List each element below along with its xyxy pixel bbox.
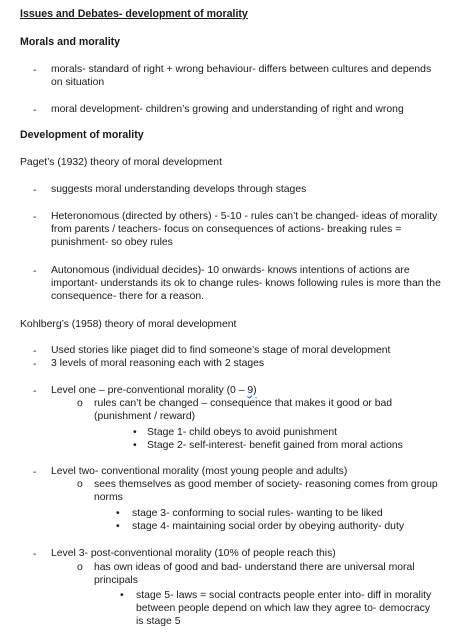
kohlberg-item-1: Used stories like piaget did to find someone’s stage of moral development — [51, 345, 391, 356]
level-one-label-text: Level one – pre-conventional morality (0 – — [51, 385, 248, 396]
stage-1: Stage 1- child obeys to avoid punishment — [147, 427, 338, 438]
level-three-label: Level 3- post-conventional morality (10% of people reach this) — [51, 548, 336, 559]
level-one-sub: rules can’t be changed – consequence that makes it good or bad (punishment / reward) — [94, 398, 393, 423]
dash-bullet: - — [33, 212, 37, 223]
dash-bullet: - — [33, 467, 37, 478]
piaget-item-2: Heteronomous (directed by others) - 5-10 - rules can’t be changed- ideas of morality from parents / teachers- focus on consequences of actions- breaking rules = punishment- so obey rules — [51, 211, 438, 249]
morals-item-2: moral development- children’s growing and understanding of right and wrong — [51, 104, 404, 115]
circle-bullet: o — [77, 398, 83, 409]
piaget-heading: Paget’s (1932) theory of moral development — [20, 157, 222, 168]
piaget-item-3: Autonomous (individual decides)- 10 onwards- knows intentions of actions are important- understands its ok to change rules- knows following rules is more than the consequence- there for a reason. — [51, 265, 441, 303]
circle-bullet: o — [77, 479, 83, 490]
dash-bullet: - — [33, 185, 37, 196]
stage-3: stage 3- conforming to social rules- wanting to be liked — [132, 508, 383, 519]
dash-bullet: - — [33, 549, 37, 560]
level-three-sub: has own ideas of good and bad- understand there are universal moral principals — [94, 562, 415, 587]
stage-5: stage 5- laws = social contracts people enter into- diff in morality between people depend on which law they agree to- democracy is stage 5 — [136, 590, 432, 628]
kohlberg-item-2: 3 levels of moral reasoning each with 2 stages — [51, 358, 265, 369]
disc-bullet: • — [133, 427, 137, 438]
dash-bullet: - — [33, 65, 37, 76]
kohlberg-heading: Kohlberg’s (1958) theory of moral development — [20, 319, 237, 330]
disc-bullet: • — [116, 521, 120, 532]
level-one-label — [51, 384, 443, 397]
dash-bullet: - — [33, 386, 37, 397]
dash-bullet: - — [33, 105, 37, 116]
piaget-item-1: suggests moral understanding develops through stages — [51, 184, 307, 195]
level-two-sub: sees themselves as good member of society- reasoning comes from group norms — [94, 479, 438, 504]
document-title: Issues and Debates- development of morality — [20, 8, 248, 20]
stage-2: Stage 2- self-interest- benefit gained from moral actions — [147, 440, 403, 451]
circle-bullet: o — [77, 562, 83, 573]
disc-bullet: • — [116, 508, 120, 519]
level-one-label-number: 9) — [247, 385, 257, 396]
dash-bullet: - — [33, 346, 37, 357]
morals-item-1: morals- standard of right + wrong behaviour- differs between cultures and depends on situation — [51, 64, 432, 89]
dash-bullet: - — [33, 266, 37, 277]
disc-bullet: • — [133, 440, 137, 451]
dash-bullet: - — [33, 359, 37, 370]
heading-development: Development of morality — [20, 129, 144, 141]
heading-morals: Morals and morality — [20, 36, 121, 48]
stage-4: stage 4- maintaining social order by obeying authority- duty — [132, 521, 405, 532]
disc-bullet: • — [120, 590, 124, 601]
level-two-label: Level two- conventional morality (most young people and adults) — [51, 466, 348, 477]
